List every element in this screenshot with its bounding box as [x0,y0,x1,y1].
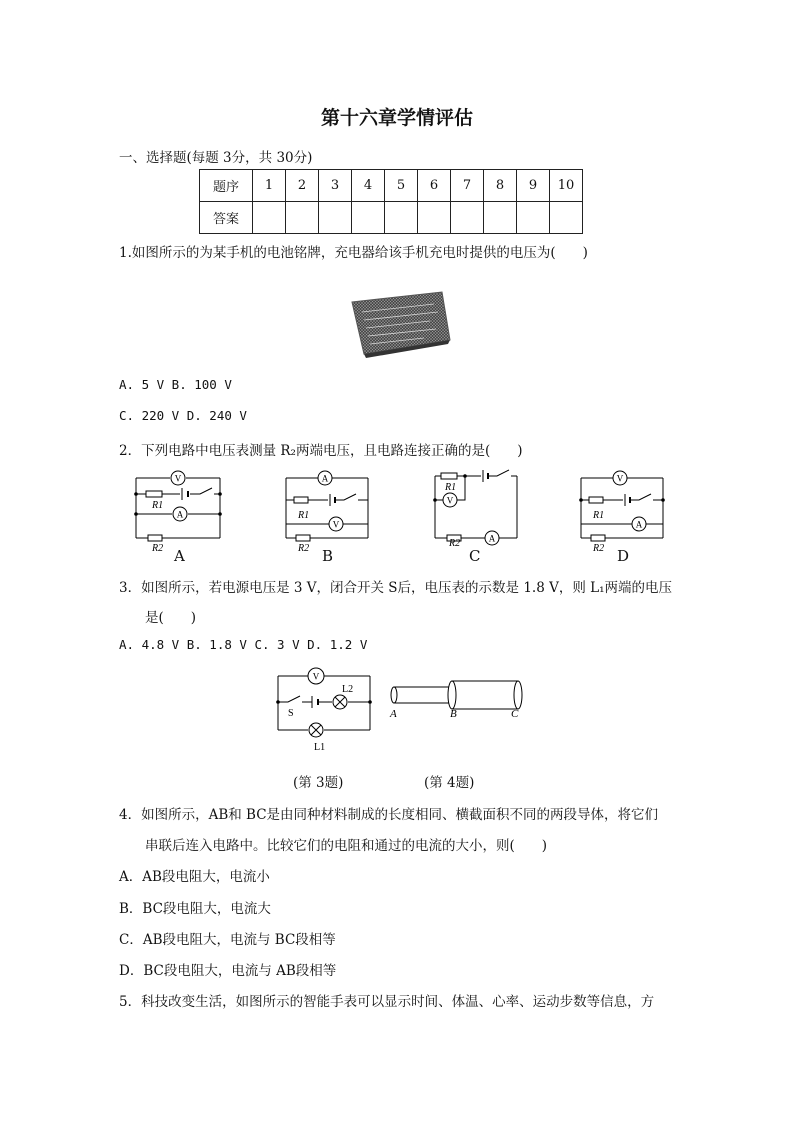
circuit-c-diagram [425,464,525,549]
table-cell-number: 2 [286,170,319,202]
table-cell-number: 9 [517,170,550,202]
answer-cell[interactable] [517,202,550,234]
answer-cell[interactable] [550,202,583,234]
table-row [200,170,583,202]
voltmeter-label: V [312,671,320,682]
q2-stem: 2．下列电路中电压表测量 R₂两端电压，且电路连接正确的是( ) [119,443,523,459]
table-cell-label: 答案 [200,202,253,234]
ammeter-label: A [488,533,496,544]
answer-table [199,169,583,234]
q1-options-1: A. 5 V B. 100 V [119,377,232,392]
q4-option-b: B．BC段电阻大，电流大 [119,901,271,917]
r2-label: R2 [593,543,605,554]
circuit-b-diagram [280,466,375,554]
switch-label: S [288,708,294,719]
q4-option-d: D．BC段电阻大，电流与 AB段相等 [119,963,337,979]
q3-stem-1: 3．如图所示，若电源电压是 3 V，闭合开关 S后，电压表的示数是 1.8 V，则 L₁两端的电压 [119,580,673,596]
table-cell-number: 6 [418,170,451,202]
q3-caption: (第 3题) [293,775,344,791]
ammeter-label: A [321,473,329,484]
section-heading: 一、选择题(每题 3分，共 30分) [119,150,313,166]
option-label-a: A [174,547,185,565]
answer-cell[interactable] [253,202,286,234]
r2-label: R2 [152,543,164,554]
r1-label: R1 [152,500,164,511]
ammeter-label: A [176,509,184,520]
q5-stem: 5．科技改变生活，如图所示的智能手表可以显示时间、体温、心率、运动步数等信息，方 [119,994,655,1010]
q3-stem-2: 是( ) [145,610,197,626]
answer-cell[interactable] [451,202,484,234]
point-a-label: A [390,708,397,720]
voltmeter-label: V [332,519,340,530]
page-title: 第十六章学情评估 [320,107,473,129]
option-label-d: D [617,547,630,565]
r1-label: R1 [445,482,457,493]
q4-caption: (第 4题) [424,775,475,791]
q3-options: A. 4.8 V B. 1.8 V C. 3 V D. 1.2 V [119,637,368,652]
answer-cell[interactable] [484,202,517,234]
l1-label: L1 [314,742,326,753]
table-cell-number: 1 [253,170,286,202]
circuit-d-diagram [575,466,670,554]
answer-cell[interactable] [319,202,352,234]
option-label-c: C [469,547,481,565]
voltmeter-label: V [446,495,454,506]
table-cell-label: 题序 [200,170,253,202]
table-row [200,202,583,234]
table-cell-number: 10 [550,170,583,202]
table-cell-number: 8 [484,170,517,202]
q1-stem: 1.如图所示的为某手机的电池铭牌，充电器给该手机充电时提供的电压为( ) [119,245,588,261]
voltmeter-label: V [174,473,182,484]
r1-label: R1 [593,510,605,521]
answer-cell[interactable] [352,202,385,234]
table-cell-number: 5 [385,170,418,202]
l2-label: L2 [342,684,354,695]
q4-stem-1: 4．如图所示，AB和 BC是由同种材料制成的长度相同、横截面积不同的两段导体，将它们 [119,807,659,823]
battery-label-photo [338,282,458,362]
option-label-b: B [322,547,334,565]
table-cell-number: 3 [319,170,352,202]
q4-option-c: C．AB段电阻大，电流与 BC段相等 [119,932,336,948]
r2-label: R2 [298,543,310,554]
answer-cell[interactable] [385,202,418,234]
answer-cell[interactable] [418,202,451,234]
circuit-a-diagram [128,466,228,554]
r2-label: R2 [449,538,461,549]
q4-stem-2: 串联后连入电路中。比较它们的电阻和通过的电流的大小，则( ) [145,838,548,854]
voltmeter-label: V [616,473,624,484]
q1-options-2: C. 220 V D. 240 V [119,408,247,423]
q4-option-a: A．AB段电阻大，电流小 [119,869,270,885]
point-c-label: C [511,708,519,720]
r1-label: R1 [298,510,310,521]
table-cell-number: 4 [352,170,385,202]
table-cell-number: 7 [451,170,484,202]
point-b-label: B [450,708,457,720]
ammeter-label: A [635,519,643,530]
conductor-diagram [384,675,524,720]
circuit-q3-diagram [270,664,380,756]
answer-cell[interactable] [286,202,319,234]
